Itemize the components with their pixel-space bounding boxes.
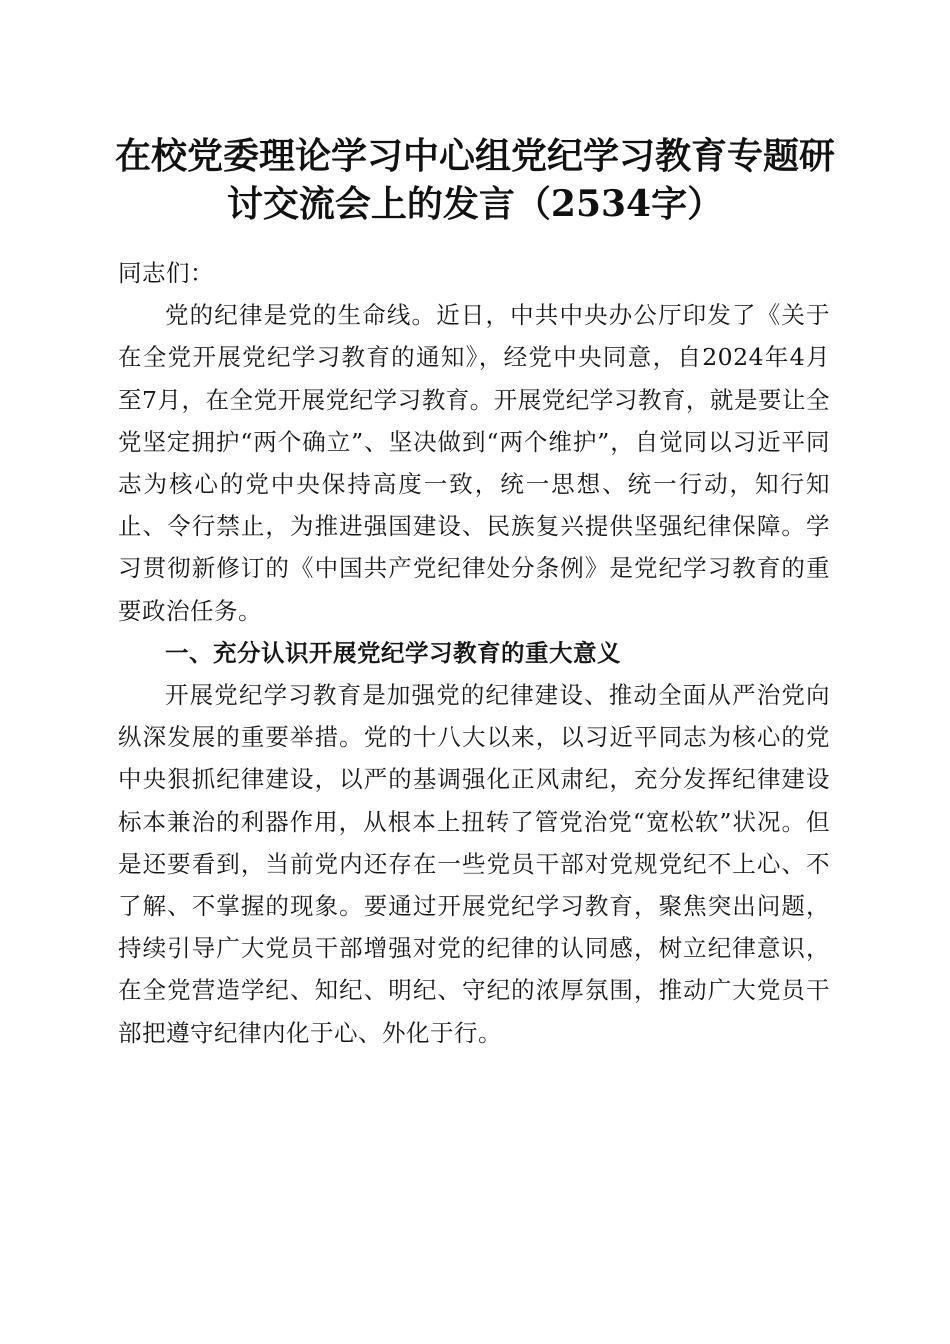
salutation: 同志们： — [118, 259, 214, 287]
document-title — [90, 132, 860, 228]
paragraph-intro: 党的纪律是党的生命线。近日，中共中央办公厅印发了《关于在全党开展党纪学习教育的通知》，经党中央同意，自2024年4月至7月，在全党开展党纪学习教育。开展党纪学习教育，就是要让全党坚定拥护“两个确立”、坚决做到“两个维护”，自觉同以习近平同志为核心的党中央保持高度一致，统一思想、统一行动，知行知止、令行禁止，为推进强国建设、民族复兴提供坚强纪律保障。学习贯彻新修订的《中国共产党纪律处分条例》是党纪学习教育的重要政治任务。 — [118, 301, 830, 625]
title-line-2: 讨交流会上的发言（2534字） — [226, 183, 724, 225]
section-heading-1: 一、充分认识开展党纪学习教育的重大意义 — [165, 638, 621, 667]
document-body — [118, 252, 830, 1054]
title-line-1: 在校党委理论学习中心组党纪学习教育专题研 — [114, 135, 835, 177]
paragraph-significance: 开展党纪学习教育是加强党的纪律建设、推动全面从严治党向纵深发展的重要举措。党的十八大以来，以习近平同志为核心的党中央狠抓纪律建设，以严的基调强化正风肃纪，充分发挥纪律建设标本兼治的利器作用，从根本上扭转了管党治党“宽松软”状况。但是还要看到，当前党内还存在一些党员干部对党规党纪不上心、不了解、不掌握的现象。要通过开展党纪学习教育，聚焦突出问题，持续引导广大党员干部增强对党的纪律的认同感，树立纪律意识，在全党营造学纪、知纪、明纪、守纪的浓厚氛围，推动广大党员干部把遵守纪律内化于心、外化于行。 — [118, 681, 830, 1047]
